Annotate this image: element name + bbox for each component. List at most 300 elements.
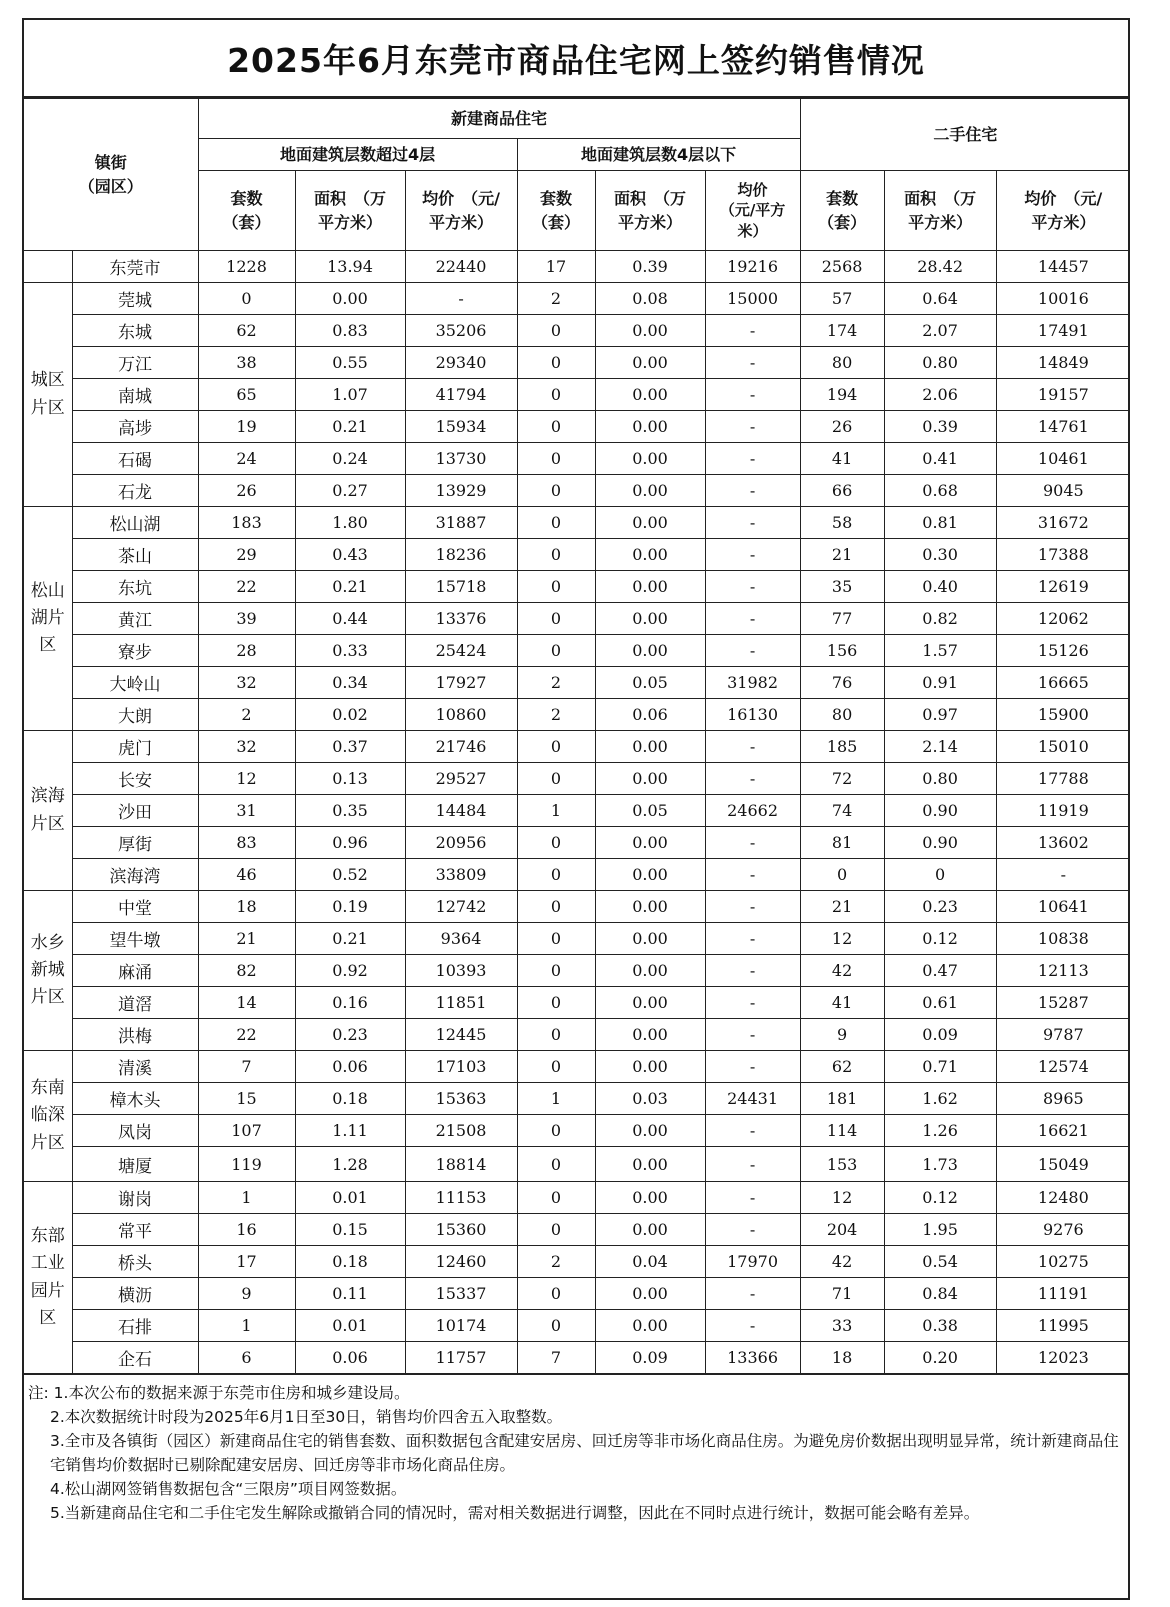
zone-label: 东部工业园片区 xyxy=(24,1182,72,1374)
table-cell: 0.00 xyxy=(595,1115,705,1147)
table-cell: 0.00 xyxy=(595,1310,705,1342)
table-row-total xyxy=(24,251,1130,283)
table-cell: - xyxy=(705,315,800,347)
table-cell: 0.92 xyxy=(295,955,405,987)
table-cell: 0 xyxy=(517,827,595,859)
table-cell: 14457 xyxy=(996,251,1130,283)
table-cell: 0 xyxy=(517,1019,595,1051)
table-cell: 0.00 xyxy=(295,283,405,315)
table-cell: 1.80 xyxy=(295,507,405,539)
table-cell: 15010 xyxy=(996,731,1130,763)
table-cell: 0.00 xyxy=(595,411,705,443)
town-name: 石排 xyxy=(72,1310,198,1342)
table-cell: 0.20 xyxy=(884,1342,996,1374)
table-cell: 0.19 xyxy=(295,891,405,923)
town-name: 东坑 xyxy=(72,571,198,603)
table-cell: 0 xyxy=(517,1278,595,1310)
table-row xyxy=(24,443,1130,475)
table-cell: 16621 xyxy=(996,1115,1130,1147)
table-cell: 0 xyxy=(517,347,595,379)
town-name: 沙田 xyxy=(72,795,198,827)
town-name: 常平 xyxy=(72,1214,198,1246)
table-cell: 1.11 xyxy=(295,1115,405,1147)
table-cell: 0.00 xyxy=(595,891,705,923)
table-cell: 16130 xyxy=(705,699,800,731)
table-cell: 12 xyxy=(198,763,295,795)
table-cell: 0.35 xyxy=(295,795,405,827)
table-cell: 0.00 xyxy=(595,731,705,763)
table-cell: 107 xyxy=(198,1115,295,1147)
table-cell: 12113 xyxy=(996,955,1130,987)
table-cell: 0 xyxy=(517,859,595,891)
table-cell: 10860 xyxy=(405,699,517,731)
table-cell: - xyxy=(705,1147,800,1182)
table-cell: 15363 xyxy=(405,1083,517,1115)
table-cell: 0.30 xyxy=(884,539,996,571)
table-cell: 10393 xyxy=(405,955,517,987)
table-cell: 0 xyxy=(517,539,595,571)
table-cell: - xyxy=(705,475,800,507)
table-cell: 0.00 xyxy=(595,635,705,667)
table-cell: 0 xyxy=(517,475,595,507)
units-header: 套数 （套） xyxy=(517,171,595,251)
table-cell: 0 xyxy=(517,603,595,635)
table-cell: 15126 xyxy=(996,635,1130,667)
table-cell: 0 xyxy=(517,731,595,763)
area-header: 面积 （万 平方米） xyxy=(595,171,705,251)
table-cell: - xyxy=(705,1115,800,1147)
table-cell: 46 xyxy=(198,859,295,891)
zone-label: 水乡新城片区 xyxy=(24,891,72,1051)
over-4-floors-header: 地面建筑层数超过4层 xyxy=(198,139,517,171)
table-cell: 0 xyxy=(517,571,595,603)
table-cell: 29527 xyxy=(405,763,517,795)
table-row xyxy=(24,1310,1130,1342)
table-cell: 11191 xyxy=(996,1278,1130,1310)
table-cell: - xyxy=(705,731,800,763)
table-cell: 83 xyxy=(198,827,295,859)
table-cell: 62 xyxy=(800,1051,884,1083)
table-cell: 2568 xyxy=(800,251,884,283)
table-cell: 0 xyxy=(800,859,884,891)
table-cell: 17 xyxy=(198,1246,295,1278)
town-name: 横沥 xyxy=(72,1278,198,1310)
table-cell: 0 xyxy=(517,315,595,347)
table-cell: 66 xyxy=(800,475,884,507)
new-housing-header: 新建商品住宅 xyxy=(198,99,800,139)
table-cell: 28 xyxy=(198,635,295,667)
table-cell: 10838 xyxy=(996,923,1130,955)
table-cell: 26 xyxy=(198,475,295,507)
table-cell: 12 xyxy=(800,923,884,955)
table-cell: 22 xyxy=(198,571,295,603)
town-name: 石碣 xyxy=(72,443,198,475)
table-cell: 0.12 xyxy=(884,1182,996,1214)
table-cell: 0.00 xyxy=(595,315,705,347)
table-cell: 19157 xyxy=(996,379,1130,411)
table-cell: 119 xyxy=(198,1147,295,1182)
table-row xyxy=(24,667,1130,699)
table-cell: 0.00 xyxy=(595,379,705,411)
table-cell: 0.00 xyxy=(595,827,705,859)
table-cell: 12742 xyxy=(405,891,517,923)
table-cell: 15287 xyxy=(996,987,1130,1019)
table-cell: 0.80 xyxy=(884,347,996,379)
table-cell: 16665 xyxy=(996,667,1130,699)
table-cell: 0.06 xyxy=(295,1051,405,1083)
table-cell: 183 xyxy=(198,507,295,539)
table-cell: 0.06 xyxy=(295,1342,405,1374)
table-cell: 29 xyxy=(198,539,295,571)
table-cell: - xyxy=(705,1310,800,1342)
table-row xyxy=(24,1342,1130,1374)
table-row xyxy=(24,1246,1130,1278)
table-cell: 0.09 xyxy=(595,1342,705,1374)
zone-label: 滨海片区 xyxy=(24,731,72,891)
zone-label: 东南临深片区 xyxy=(24,1051,72,1182)
table-cell: 12445 xyxy=(405,1019,517,1051)
table-cell: 12480 xyxy=(996,1182,1130,1214)
table-cell: 0.40 xyxy=(884,571,996,603)
table-cell: 38 xyxy=(198,347,295,379)
table-cell: 1.07 xyxy=(295,379,405,411)
sales-table xyxy=(24,98,1130,1374)
table-row xyxy=(24,763,1130,795)
table-cell: 15 xyxy=(198,1083,295,1115)
table-cell: 0.00 xyxy=(595,1278,705,1310)
table-cell: 0.18 xyxy=(295,1246,405,1278)
town-name: 樟木头 xyxy=(72,1083,198,1115)
table-row xyxy=(24,1182,1130,1214)
table-cell: 11757 xyxy=(405,1342,517,1374)
table-cell: - xyxy=(705,635,800,667)
table-row xyxy=(24,795,1130,827)
town-name: 寮步 xyxy=(72,635,198,667)
table-row xyxy=(24,283,1130,315)
table-cell: 204 xyxy=(800,1214,884,1246)
table-cell: 13730 xyxy=(405,443,517,475)
table-cell: 12460 xyxy=(405,1246,517,1278)
table-body xyxy=(24,251,1130,1374)
table-cell: 0.41 xyxy=(884,443,996,475)
table-cell: 0.61 xyxy=(884,987,996,1019)
table-row xyxy=(24,859,1130,891)
table-cell: 1.95 xyxy=(884,1214,996,1246)
table-cell: 0.18 xyxy=(295,1083,405,1115)
table-row xyxy=(24,1278,1130,1310)
table-cell: 0 xyxy=(517,635,595,667)
table-row xyxy=(24,539,1130,571)
table-cell: 42 xyxy=(800,1246,884,1278)
table-cell: 0.54 xyxy=(884,1246,996,1278)
table-cell: 0.27 xyxy=(295,475,405,507)
table-cell: 9276 xyxy=(996,1214,1130,1246)
town-name: 东城 xyxy=(72,315,198,347)
table-cell: 2 xyxy=(517,667,595,699)
table-row xyxy=(24,699,1130,731)
table-cell: 18 xyxy=(800,1342,884,1374)
table-cell: 0.80 xyxy=(884,763,996,795)
table-cell: 0.05 xyxy=(595,667,705,699)
table-cell: 17491 xyxy=(996,315,1130,347)
table-cell: 0 xyxy=(517,379,595,411)
table-cell: 0.38 xyxy=(884,1310,996,1342)
table-cell: 10016 xyxy=(996,283,1130,315)
table-cell: 0.00 xyxy=(595,1214,705,1246)
table-cell: 0 xyxy=(198,283,295,315)
table-cell: 12574 xyxy=(996,1051,1130,1083)
table-cell: 114 xyxy=(800,1115,884,1147)
town-column-header: 镇街 （园区） xyxy=(24,99,198,251)
town-name: 凤岗 xyxy=(72,1115,198,1147)
table-cell: 0.37 xyxy=(295,731,405,763)
table-row xyxy=(24,1083,1130,1115)
table-cell: - xyxy=(705,539,800,571)
footnote: 4.松山湖网签销售数据包含“三限房”项目网签数据。 xyxy=(50,1480,407,1498)
town-name: 清溪 xyxy=(72,1051,198,1083)
table-cell: - xyxy=(705,379,800,411)
table-cell: 0.23 xyxy=(884,891,996,923)
table-cell: 1 xyxy=(517,795,595,827)
table-row xyxy=(24,923,1130,955)
table-cell: 0.33 xyxy=(295,635,405,667)
table-cell: 0.00 xyxy=(595,763,705,795)
town-name: 黄江 xyxy=(72,603,198,635)
table-cell: 32 xyxy=(198,731,295,763)
table-cell: 21 xyxy=(198,923,295,955)
table-cell: 31672 xyxy=(996,507,1130,539)
table-cell: 0 xyxy=(517,507,595,539)
table-cell: 0.01 xyxy=(295,1310,405,1342)
table-cell: 57 xyxy=(800,283,884,315)
table-cell: 0.90 xyxy=(884,827,996,859)
table-cell: 0.00 xyxy=(595,1147,705,1182)
table-cell: 0.55 xyxy=(295,347,405,379)
footnotes xyxy=(24,1374,1128,1525)
table-cell: 0 xyxy=(517,955,595,987)
report-frame xyxy=(22,18,1130,1600)
table-cell: 19 xyxy=(198,411,295,443)
table-cell: 7 xyxy=(198,1051,295,1083)
table-cell: - xyxy=(705,827,800,859)
table-cell: 0.15 xyxy=(295,1214,405,1246)
table-cell: 17788 xyxy=(996,763,1130,795)
table-cell: 0.02 xyxy=(295,699,405,731)
table-row xyxy=(24,1019,1130,1051)
table-cell: 16 xyxy=(198,1214,295,1246)
table-cell: 33809 xyxy=(405,859,517,891)
table-cell: 0 xyxy=(517,1214,595,1246)
table-cell: 15049 xyxy=(996,1147,1130,1182)
table-cell: 2.14 xyxy=(884,731,996,763)
table-cell: 0.00 xyxy=(595,987,705,1019)
table-cell: 31982 xyxy=(705,667,800,699)
table-cell: 1 xyxy=(517,1083,595,1115)
table-cell: - xyxy=(996,859,1130,891)
table-cell: 0.91 xyxy=(884,667,996,699)
table-cell: 29340 xyxy=(405,347,517,379)
table-row xyxy=(24,411,1130,443)
table-cell: 1228 xyxy=(198,251,295,283)
table-cell: 41 xyxy=(800,443,884,475)
table-cell: 0.03 xyxy=(595,1083,705,1115)
footnote: 2.本次数据统计时段为2025年6月1日至30日，销售均价四舍五入取整数。 xyxy=(50,1408,563,1426)
town-name: 企石 xyxy=(72,1342,198,1374)
table-cell: 0.82 xyxy=(884,603,996,635)
town-name: 洪梅 xyxy=(72,1019,198,1051)
table-cell: 24431 xyxy=(705,1083,800,1115)
table-cell: 15360 xyxy=(405,1214,517,1246)
table-cell: - xyxy=(705,891,800,923)
table-cell: 35 xyxy=(800,571,884,603)
table-cell: 0.83 xyxy=(295,315,405,347)
table-cell: 22440 xyxy=(405,251,517,283)
town-name: 长安 xyxy=(72,763,198,795)
table-cell: 0.00 xyxy=(595,603,705,635)
table-cell: 0.39 xyxy=(884,411,996,443)
table-cell: - xyxy=(405,283,517,315)
table-row xyxy=(24,347,1130,379)
table-cell: 1.62 xyxy=(884,1083,996,1115)
table-cell: 17927 xyxy=(405,667,517,699)
table-cell: 9364 xyxy=(405,923,517,955)
table-cell: 1 xyxy=(198,1182,295,1214)
table-cell: 10461 xyxy=(996,443,1130,475)
table-cell: - xyxy=(705,763,800,795)
table-cell: 77 xyxy=(800,603,884,635)
table-cell: - xyxy=(705,571,800,603)
table-row xyxy=(24,955,1130,987)
table-cell: 0 xyxy=(517,987,595,1019)
table-cell: 9 xyxy=(800,1019,884,1051)
second-hand-header: 二手住宅 xyxy=(800,99,1130,171)
table-cell: 0 xyxy=(517,1051,595,1083)
table-cell: 0.96 xyxy=(295,827,405,859)
table-cell: 0 xyxy=(517,1182,595,1214)
town-name: 望牛墩 xyxy=(72,923,198,955)
table-cell: - xyxy=(705,987,800,1019)
table-cell: 194 xyxy=(800,379,884,411)
table-cell: 174 xyxy=(800,315,884,347)
table-cell: 80 xyxy=(800,699,884,731)
table-cell: 0.16 xyxy=(295,987,405,1019)
table-cell: 0.81 xyxy=(884,507,996,539)
table-cell: 41 xyxy=(800,987,884,1019)
table-cell: 11153 xyxy=(405,1182,517,1214)
table-cell: 13.94 xyxy=(295,251,405,283)
area-header: 面积 （万 平方米） xyxy=(884,171,996,251)
table-cell: 0.21 xyxy=(295,923,405,955)
table-cell: - xyxy=(705,443,800,475)
table-cell: 17103 xyxy=(405,1051,517,1083)
table-cell: 0.00 xyxy=(595,475,705,507)
table-cell: 82 xyxy=(198,955,295,987)
table-cell: 12023 xyxy=(996,1342,1130,1374)
table-cell: 0.00 xyxy=(595,347,705,379)
table-row xyxy=(24,571,1130,603)
table-cell: 15934 xyxy=(405,411,517,443)
table-cell: 0.43 xyxy=(295,539,405,571)
table-cell: 0.06 xyxy=(595,699,705,731)
table-cell: 0.00 xyxy=(595,1182,705,1214)
table-cell: 74 xyxy=(800,795,884,827)
table-cell: - xyxy=(705,859,800,891)
table-row xyxy=(24,635,1130,667)
table-cell: 0.00 xyxy=(595,923,705,955)
zone-label: 松山湖片区 xyxy=(24,507,72,731)
table-cell: 72 xyxy=(800,763,884,795)
table-cell: 0.13 xyxy=(295,763,405,795)
table-cell: 13602 xyxy=(996,827,1130,859)
table-cell: 81 xyxy=(800,827,884,859)
table-cell: 0.68 xyxy=(884,475,996,507)
table-cell: 0.12 xyxy=(884,923,996,955)
table-cell: 153 xyxy=(800,1147,884,1182)
table-cell: 10275 xyxy=(996,1246,1130,1278)
table-cell: 15337 xyxy=(405,1278,517,1310)
table-cell: 0.47 xyxy=(884,955,996,987)
footnote: 注: 1.本次公布的数据来源于东莞市住房和城乡建设局。 xyxy=(28,1384,410,1402)
table-cell: 58 xyxy=(800,507,884,539)
table-cell: 24 xyxy=(198,443,295,475)
table-cell: 0.44 xyxy=(295,603,405,635)
table-cell: 0.09 xyxy=(884,1019,996,1051)
table-cell: - xyxy=(705,955,800,987)
table-cell: 18236 xyxy=(405,539,517,571)
table-cell: 35206 xyxy=(405,315,517,347)
town-name: 高埗 xyxy=(72,411,198,443)
town-name: 厚街 xyxy=(72,827,198,859)
table-cell: 0.90 xyxy=(884,795,996,827)
table-cell: 0.71 xyxy=(884,1051,996,1083)
town-name: 松山湖 xyxy=(72,507,198,539)
table-row xyxy=(24,987,1130,1019)
zone-cell-empty xyxy=(24,251,72,283)
table-cell: 11995 xyxy=(996,1310,1130,1342)
table-cell: 9787 xyxy=(996,1019,1130,1051)
table-cell: 0.05 xyxy=(595,795,705,827)
table-cell: 1.26 xyxy=(884,1115,996,1147)
table-cell: 0 xyxy=(517,1147,595,1182)
table-cell: 0.24 xyxy=(295,443,405,475)
town-name: 石龙 xyxy=(72,475,198,507)
zone-label: 城区片区 xyxy=(24,283,72,507)
price-header: 均价 （元/ 平方米） xyxy=(405,171,517,251)
table-row xyxy=(24,603,1130,635)
table-cell: 21 xyxy=(800,891,884,923)
table-cell: 0.97 xyxy=(884,699,996,731)
table-row xyxy=(24,379,1130,411)
table-cell: 0.52 xyxy=(295,859,405,891)
table-row xyxy=(24,891,1130,923)
table-cell: 22 xyxy=(198,1019,295,1051)
table-cell: 0 xyxy=(884,859,996,891)
footnote: 5.当新建商品住宅和二手住宅发生解除或撤销合同的情况时，需对相关数据进行调整，因此在不同时点进行统计，数据可能会略有差异。 xyxy=(50,1504,980,1522)
town-name: 桥头 xyxy=(72,1246,198,1278)
table-cell: 17388 xyxy=(996,539,1130,571)
table-cell: 26 xyxy=(800,411,884,443)
table-cell: 7 xyxy=(517,1342,595,1374)
table-cell: 28.42 xyxy=(884,251,996,283)
table-cell: 1.28 xyxy=(295,1147,405,1182)
area-header: 面积 （万 平方米） xyxy=(295,171,405,251)
table-cell: 14484 xyxy=(405,795,517,827)
table-cell: 2 xyxy=(517,1246,595,1278)
table-cell: 0.00 xyxy=(595,507,705,539)
units-header: 套数 （套） xyxy=(198,171,295,251)
table-cell: 2.07 xyxy=(884,315,996,347)
table-cell: 71 xyxy=(800,1278,884,1310)
